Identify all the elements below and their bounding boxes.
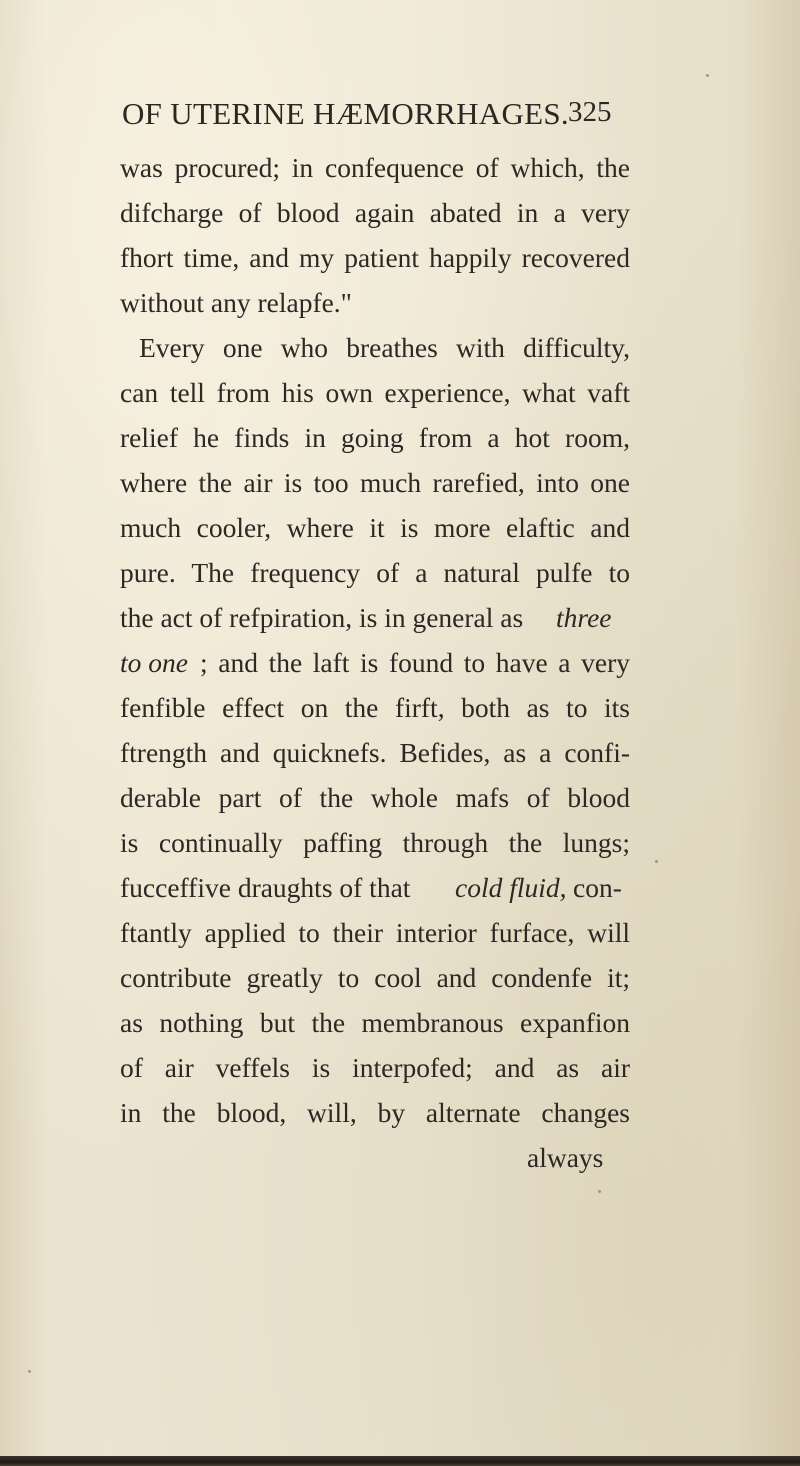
page-bottom-edge [0,1456,800,1466]
text-line: much cooler, where it is more elaftic and [120,512,630,543]
text-line: contribute greatly to cool and condenfe it; [120,962,630,993]
paper-speck [655,860,658,863]
italic-phrase: to one [120,647,188,678]
text-line: pure. The frequency of a natural pulfe to [120,557,630,588]
text-line: Every one who breathes with difficulty, [139,332,630,363]
paper-speck [706,74,709,77]
running-head [0,96,800,136]
text-line: fhort time, and my patient happily recovered [120,242,630,273]
text-line: ; and the laft is found to have a very [200,647,630,678]
text-line: ftrength and quicknefs. Befides, as a confi- [120,737,630,768]
text-line: fenfible effect on the firft, both as to its [120,692,630,723]
text-line: was procured; in confequence of which, the [120,152,630,183]
text-line: of air veffels is interpofed; and as air [120,1052,630,1083]
italic-phrase: three [556,602,612,633]
text-line: con- [573,872,622,903]
text-line: the act of refpiration, is in general as [120,602,524,633]
text-line: is continually paffing through the lungs; [120,827,630,858]
text-line: derable part of the whole mafs of blood [120,782,630,813]
text-line: difcharge of blood again abated in a very [120,197,630,228]
catchword: always [527,1142,604,1173]
text-line: ftantly applied to their interior furface, will [120,917,630,948]
text-line: as nothing but the membranous expanfion [120,1007,630,1038]
paper-speck [598,1190,601,1193]
text-line: without any relapfe." [120,287,352,318]
paper-speck [28,1370,31,1373]
text-line: fucceffive draughts of that [120,872,411,903]
text-line: can tell from his own experience, what vaft [120,377,630,408]
page-number: 325 [568,96,612,128]
text-line: where the air is too much rarefied, into one [120,467,630,498]
italic-phrase: cold fluid, [455,872,567,903]
text-line: in the blood, will, by alternate changes [120,1097,630,1128]
text-line: relief he finds in going from a hot room, [120,422,630,453]
running-title: OF UTERINE HÆMORRHAGES. [122,96,569,131]
